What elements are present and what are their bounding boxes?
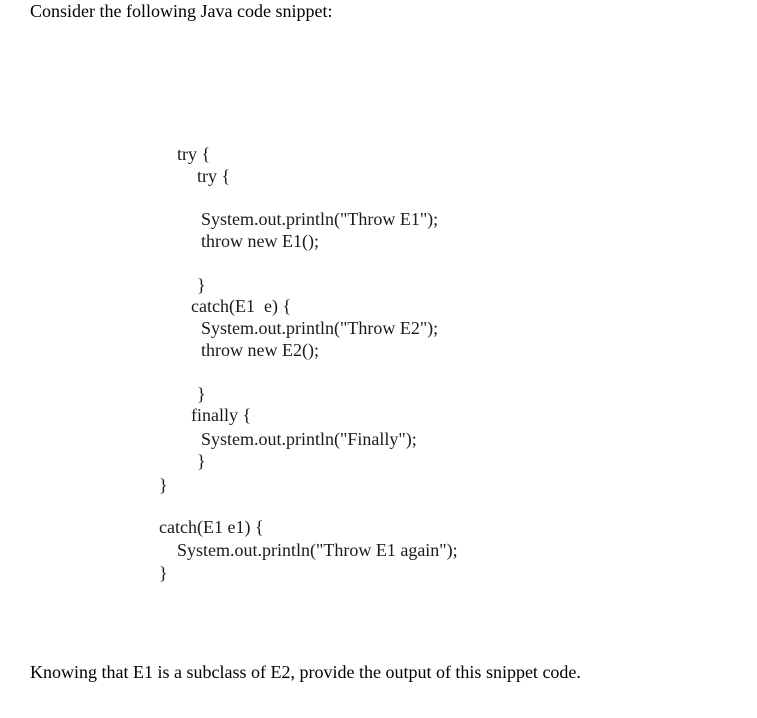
code-line-catch-e1: catch(E1 e) { — [191, 296, 292, 316]
code-line-inner-try: try { — [197, 166, 231, 186]
code-line-print-throw-e2: System.out.println("Throw E2"); — [201, 318, 439, 338]
code-line-close-finally: } — [197, 451, 206, 471]
code-line-outer-try: try { — [177, 144, 211, 164]
code-line-throw-e2: throw new E2(); — [201, 340, 319, 360]
code-line-close-catch: } — [197, 384, 206, 404]
question-text: Knowing that E1 is a subclass of E2, provide the output of this snippet code. — [30, 662, 581, 682]
code-line-close-outer-catch: } — [159, 563, 168, 583]
code-line-print-throw-e1-again: System.out.println("Throw E1 again"); — [177, 540, 458, 560]
code-line-catch-e1-outer: catch(E1 e1) { — [159, 517, 264, 537]
code-line-print-throw-e1: System.out.println("Throw E1"); — [201, 209, 439, 229]
code-line-close-outer-try: } — [159, 475, 168, 495]
code-line-finally: finally { — [191, 405, 252, 425]
code-line-print-finally: System.out.println("Finally"); — [201, 429, 417, 449]
code-line-close-inner-try: } — [197, 275, 206, 295]
code-line-throw-e1: throw new E1(); — [201, 231, 319, 251]
intro-text: Consider the following Java code snippet: — [30, 1, 333, 21]
